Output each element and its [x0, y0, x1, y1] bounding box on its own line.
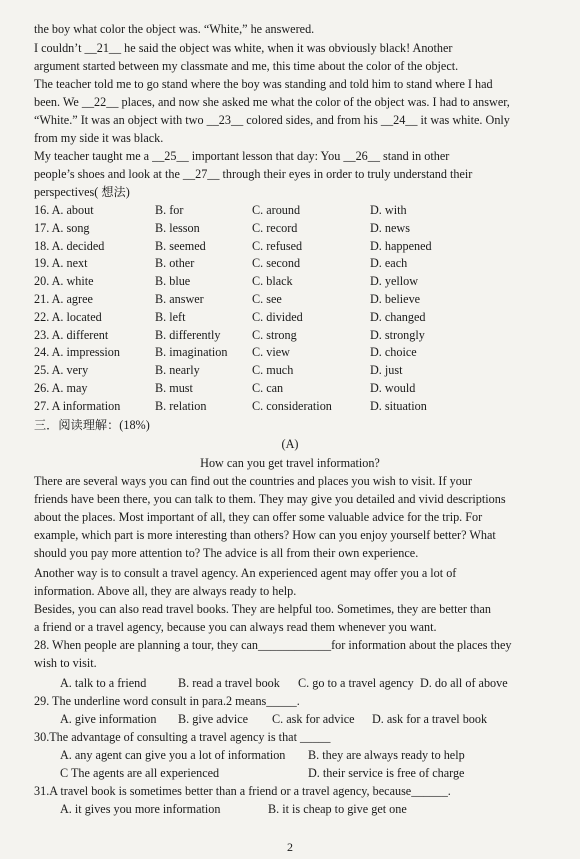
choice-option: D. would [370, 381, 416, 395]
option: A. it gives you more information [60, 802, 221, 816]
choice-option: D. choice [370, 345, 417, 360]
choice-option: B. differently [155, 327, 221, 342]
passage-line: Another way is to consult a travel agency. An experienced agent may offer you a lot of [34, 566, 457, 580]
choice-option: B. answer [155, 292, 204, 306]
choice-option: B. imagination [155, 345, 228, 360]
choice-option: 27. A information [34, 398, 121, 413]
choice-option: B. other [155, 256, 195, 271]
passage-line: Besides, you can also read travel books. They are helpful too. Sometimes, they are better than [34, 602, 492, 616]
choice-option: 23. A. different [34, 327, 109, 342]
cloze-line: been. We __22__ places, and now she asked me what the color of the object was. I had to answer, [34, 95, 510, 109]
choice-option: B. for [155, 203, 184, 217]
choice-option: C. consideration [252, 398, 332, 413]
passage-title: How can you get travel information? [200, 456, 380, 470]
passage-line: about the places. Most important of all, they can offer some valuable advice for the trip. For [34, 510, 483, 524]
cloze-line: perspectives( 想法) [34, 185, 130, 199]
question-stem: 29. The underline word consult in para.2 means_____. [34, 694, 300, 708]
cloze-line: I couldn’t __21__ he said the object was white, when it was obviously black! Another [34, 41, 453, 55]
option: D. ask for a travel book [372, 712, 488, 726]
option: C. go to a travel agency [298, 676, 414, 690]
cloze-line: people’s shoes and look at the __27__ through their eyes in order to truly understand their [34, 167, 473, 181]
choice-option: 25. A. very [34, 363, 89, 378]
passage-line: friends have been there, you can talk to them. They may give you detailed and vivid descriptions [34, 492, 506, 506]
choice-option: C. record [252, 220, 298, 235]
cloze-line: argument started between my classmate and me, this time about the color of the object. [34, 59, 459, 73]
choice-option: C. black [252, 274, 293, 289]
choice-option: 21. A. agree [34, 292, 93, 306]
choice-option: 22. A. located [34, 309, 102, 324]
passage-line: There are several ways you can find out the countries and places you wish to visit. If your [34, 474, 472, 488]
choice-option: C. view [252, 345, 290, 360]
passage-line: information. Above all, they are always ready to help. [34, 584, 297, 598]
option: A. talk to a friend [60, 676, 147, 690]
option: A. give information [60, 712, 157, 726]
question-stem: wish to visit. [34, 656, 97, 670]
choice-option: D. situation [370, 398, 427, 413]
option: A. any agent can give you a lot of information [60, 748, 286, 762]
choice-option: D. happened [370, 238, 432, 253]
cloze-line: My teacher taught me a __25__ important lesson that day: You __26__ stand in other [34, 149, 450, 163]
option: B. they are always ready to help [308, 748, 465, 762]
passage-line: example, which part is more interesting than others? How can you enjoy yourself better? What [34, 528, 496, 542]
choice-option: B. relation [155, 398, 207, 413]
option: B. give advice [178, 712, 249, 726]
choice-option: 24. A. impression [34, 345, 120, 360]
choice-option: B. nearly [155, 363, 200, 378]
choice-option: B. left [155, 309, 186, 324]
page-number: 2 [287, 840, 293, 854]
question-stem: 28. When people are planning a tour, they can____________for information about the places they [34, 638, 512, 652]
choice-option: C. around [252, 203, 301, 217]
choice-option: D. each [370, 256, 408, 271]
choice-option: 26. A. may [34, 381, 88, 395]
choice-option: C. see [252, 292, 282, 306]
option: B. read a travel book [178, 676, 280, 690]
choice-option: C. divided [252, 309, 303, 324]
choice-option: 17. A. song [34, 220, 90, 235]
choice-option: B. seemed [155, 238, 206, 253]
cloze-line: “White.” It was an object with two __23__ colored sides, and from his __24__ it was white. Only [34, 113, 510, 127]
cloze-line: from my side it was black. [34, 131, 164, 145]
choice-option: C. much [252, 363, 294, 378]
choice-option: C. strong [252, 327, 297, 342]
passage-label: (A) [281, 437, 299, 451]
choice-option: D. believe [370, 292, 421, 306]
section-heading: 三．阅读理解：(18%) [34, 418, 150, 432]
choice-option: B. must [155, 381, 193, 395]
choice-option: D. yellow [370, 274, 419, 289]
choice-option: D. just [370, 363, 403, 378]
cloze-line: the boy what color the object was. “White,” he answered. [34, 22, 315, 36]
cloze-line: The teacher told me to go stand where the boy was standing and told him to stand where I had [34, 77, 493, 91]
option: C. ask for advice [272, 712, 355, 726]
choice-option: 19. A. next [34, 256, 88, 271]
choice-option: C. can [252, 381, 284, 395]
choice-option: C. refused [252, 238, 303, 253]
choice-option: D. strongly [370, 327, 425, 342]
choice-option: C. second [252, 256, 301, 271]
choice-option: 16. A. about [34, 203, 94, 217]
option: B. it is cheap to give get one [268, 802, 407, 816]
question-stem: 31.A travel book is sometimes better than a friend or a travel agency, because______. [34, 784, 451, 798]
choice-option: 18. A. decided [34, 238, 105, 253]
choice-option: D. news [370, 220, 410, 235]
option: D. their service is free of charge [308, 766, 465, 780]
choice-option: B. lesson [155, 220, 200, 235]
option: D. do all of above [420, 676, 508, 690]
choice-option: 20. A. white [34, 274, 94, 289]
passage-line: a friend or a travel agency, because you can always read them whenever you want. [34, 620, 437, 634]
choice-option: D. with [370, 203, 407, 217]
choice-option: B. blue [155, 274, 191, 289]
question-stem: 30.The advantage of consulting a travel agency is that _____ [34, 730, 331, 744]
passage-line: should you pay more attention to? The advice is all from their own experience. [34, 546, 419, 560]
choice-option: D. changed [370, 309, 426, 324]
option: C The agents are all experienced [60, 766, 220, 780]
